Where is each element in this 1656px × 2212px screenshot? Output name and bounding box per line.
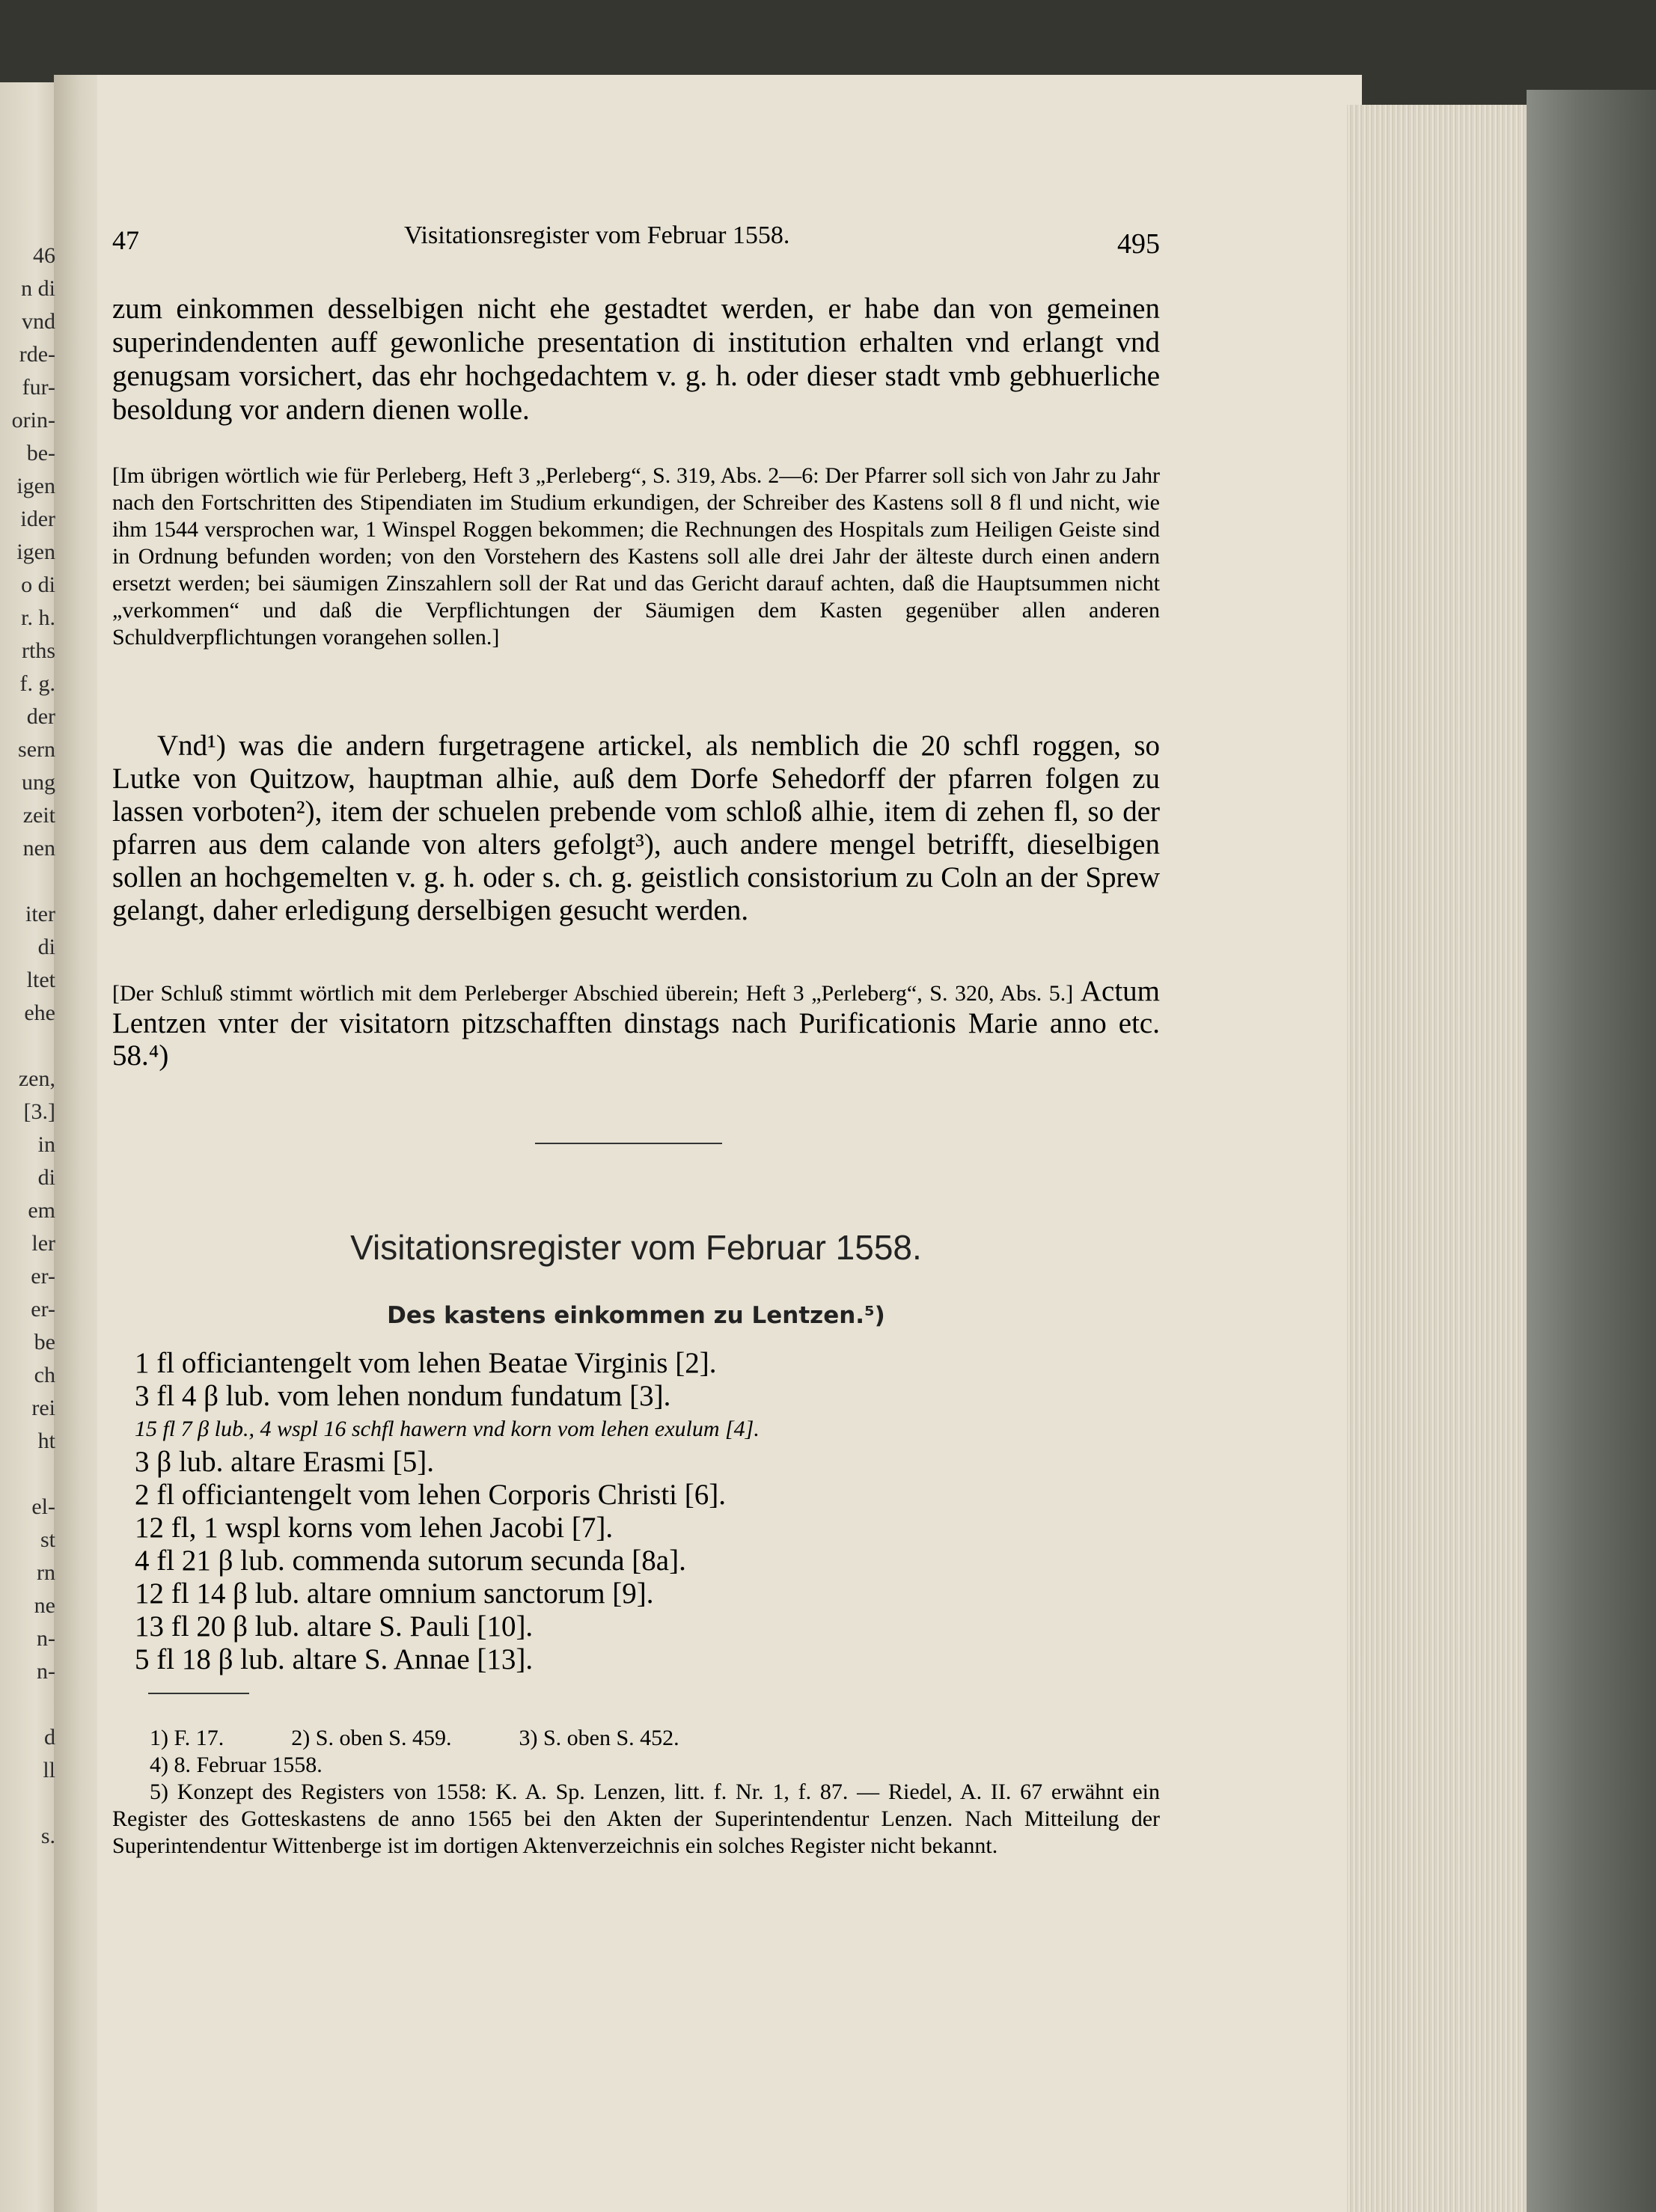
margin-line <box>3 1458 55 1491</box>
section-subtitle: Des kastens einkommen zu Lentzen.⁵) <box>387 1302 885 1329</box>
margin-line <box>3 1030 55 1063</box>
left-page-fragment-text <box>3 239 55 1853</box>
actum-line: Actum Lentzen vnter der visitatorn pitzschafften dinstags nach Purificationis Marie anno etc. 58.⁴) <box>112 975 1160 1072</box>
margin-line: n di <box>21 276 55 301</box>
margin-line: em <box>28 1198 55 1223</box>
margin-line: be <box>34 1330 55 1354</box>
margin-line: n- <box>37 1659 55 1684</box>
margin-line: ung <box>22 770 55 795</box>
margin-line: ll <box>43 1758 55 1782</box>
margin-line: 46 <box>33 243 55 268</box>
income-entry: 1 fl officiantengelt vom lehen Beatae Virginis [2]. <box>135 1347 717 1379</box>
margin-line: rn <box>37 1560 55 1585</box>
book-cover <box>1527 90 1656 2212</box>
margin-line: zeit <box>22 803 55 828</box>
margin-line: vnd <box>22 309 55 334</box>
margin-line: rde- <box>19 342 55 367</box>
margin-line: zen, <box>18 1066 55 1091</box>
margin-line: ltet <box>26 968 55 992</box>
income-entry: 12 fl, 1 wspl korns vom lehen Jacobi [7]. <box>135 1512 614 1544</box>
margin-line: igen <box>16 474 55 498</box>
margin-line: nen <box>22 836 55 861</box>
volume-page-number: 47 <box>112 225 139 255</box>
running-title: Visitationsregister vom Februar 1558. <box>404 221 790 249</box>
section-divider <box>535 1143 722 1144</box>
opening-paragraph: zum einkommen desselbigen nicht ehe gestadtet werden, er habe dan von gemeinen superindendenten auff gewonliche presentation di institution erhalten vnd erlangt vnd genugsam vorsichert, das ehr hochgedachtem v. g. h. oder dieser stadt vmb gebhuerliche besoldung vor andern dienen wolle. <box>112 293 1160 426</box>
margin-line: ider <box>20 507 55 531</box>
margin-line: orin- <box>11 408 55 433</box>
margin-line: f. g. <box>19 671 55 696</box>
income-entry: 15 fl 7 β lub., 4 wspl 16 schfl hawern vnd korn vom lehen exulum [4]. <box>135 1417 760 1441</box>
margin-line: s. <box>40 1824 55 1848</box>
margin-line: n- <box>37 1626 55 1651</box>
margin-line: ne <box>34 1593 55 1618</box>
section-title: Visitationsregister vom Februar 1558. <box>350 1228 922 1267</box>
footnotes <box>112 1725 1160 1860</box>
margin-line: ch <box>34 1363 55 1387</box>
margin-line: igen <box>16 540 55 564</box>
footnote-3: 3) S. oben S. 452. <box>519 1726 679 1750</box>
margin-line: st <box>40 1527 55 1552</box>
margin-line: d <box>44 1725 55 1750</box>
editorial-note-schluss: [Der Schluß stimmt wörtlich mit dem Perleberger Abschied überein; Heft 3 „Perleberg“, S. 320, Abs. 5.] <box>112 981 1074 1006</box>
closing-note <box>112 977 1160 1073</box>
page-edges <box>1347 105 1542 2212</box>
articles-paragraph <box>112 730 1160 927</box>
margin-line: ehe <box>24 1000 55 1025</box>
margin-line: di <box>37 1165 55 1190</box>
footnote-rule <box>148 1693 249 1694</box>
income-entry: 2 fl officiantengelt vom lehen Corporis Christi [6]. <box>135 1479 726 1511</box>
income-entry: 5 fl 18 β lub. altare S. Annae [13]. <box>135 1643 534 1675</box>
margin-line: ler <box>31 1231 55 1256</box>
footnote-1: 1) F. 17. <box>150 1726 224 1750</box>
income-entry: 13 fl 20 β lub. altare S. Pauli [10]. <box>135 1610 534 1643</box>
margin-line: [3.] <box>23 1099 55 1124</box>
page-number: 495 <box>1117 228 1160 260</box>
footnote-2: 2) S. oben S. 459. <box>291 1726 452 1750</box>
margin-line <box>3 1688 55 1721</box>
income-entry: 3 fl 4 β lub. vom lehen nondum fundatum [3]. <box>135 1380 671 1412</box>
margin-line: ht <box>37 1429 55 1453</box>
margin-line: er- <box>31 1297 55 1322</box>
margin-line: in <box>37 1132 55 1157</box>
income-entry: 3 β lub. altare Erasmi [5]. <box>135 1446 434 1478</box>
margin-line: der <box>26 704 55 729</box>
footnote-4: 4) 8. Februar 1558. <box>150 1753 323 1777</box>
margin-line: rths <box>22 638 55 663</box>
margin-line: er- <box>31 1264 55 1289</box>
margin-line: el- <box>31 1494 55 1519</box>
margin-line: iter <box>25 902 55 926</box>
income-entry: 12 fl 14 β lub. altare omnium sanctorum [9]. <box>135 1577 654 1610</box>
margin-line: sern <box>18 737 55 762</box>
margin-line: r. h. <box>21 605 55 630</box>
margin-line: be- <box>26 441 55 465</box>
margin-line <box>3 865 55 898</box>
income-list <box>135 1347 1107 1676</box>
margin-line: di <box>37 935 55 959</box>
footnote-5: 5) Konzept des Registers von 1558: K. A. Sp. Lenzen, litt. f. Nr. 1, f. 87. — Riedel, A. II. 67 erwähnt ein Register des Gotteskastens de anno 1565 bei den Akten der Superintendentur Lenzen. Nach Mitteilung der Superintendentur Wittenberge ist im dortigen Aktenverzeichnis ein solches Register nicht bekannt. <box>112 1779 1160 1858</box>
articles-paragraph-text: Vnd¹) was die andern furgetragene artickel, als nemblich die 20 schfl roggen, so Lutke von Quitzow, hauptman alhie, auß dem Dorfe Sehedorff der pfarren folgen zu lassen vorboten²), item der schuelen prebende vom schloß alhie, item di zehen fl, so der pfarren aus dem calande von alters gefolgt³), auch andere mengel betrifft, dieselbigen sollen an hochgemelten v. g. h. oder s. ch. g. geistlich consistorium zu Coln an der Sprew gelangt, daher erledigung derselbigen gesucht werden. <box>112 730 1160 926</box>
margin-line: fur- <box>22 375 55 400</box>
margin-line <box>3 1787 55 1820</box>
margin-line: rei <box>31 1396 55 1420</box>
editorial-note-perleberg: [Im übrigen wörtlich wie für Perleberg, Heft 3 „Perleberg“, S. 319, Abs. 2—6: Der Pfarrer soll sich von Jahr zu Jahr nach den Fortschritten des Stipendiaten im Studium erkundigen, der Schreiber des Kastens soll 8 fl und nicht, wie ihm 1544 versprochen war, 1 Winspel Roggen bekommen; die Rechnungen des Hospitals zum Heiligen Geiste sind in Ordnung befunden worden; von den Vorstehern des Kastens soll alle drei Jahr der älteste durch einen andern ersetzt werden; bei säumigen Zinszahlern soll der Rat und das Gericht darauf achten, daß die Hauptsummen nicht „verkommen“ und daß die Verpflichtungen der Säumigen dem Kasten gegenüber allen anderen Schuldverpflichtungen vorangehen sollen.] <box>112 463 1160 650</box>
income-entry: 4 fl 21 β lub. commenda sutorum secunda [8a]. <box>135 1545 686 1577</box>
footnote-row <box>112 1725 1160 1752</box>
running-header <box>112 221 1160 262</box>
margin-line: o di <box>21 572 55 597</box>
